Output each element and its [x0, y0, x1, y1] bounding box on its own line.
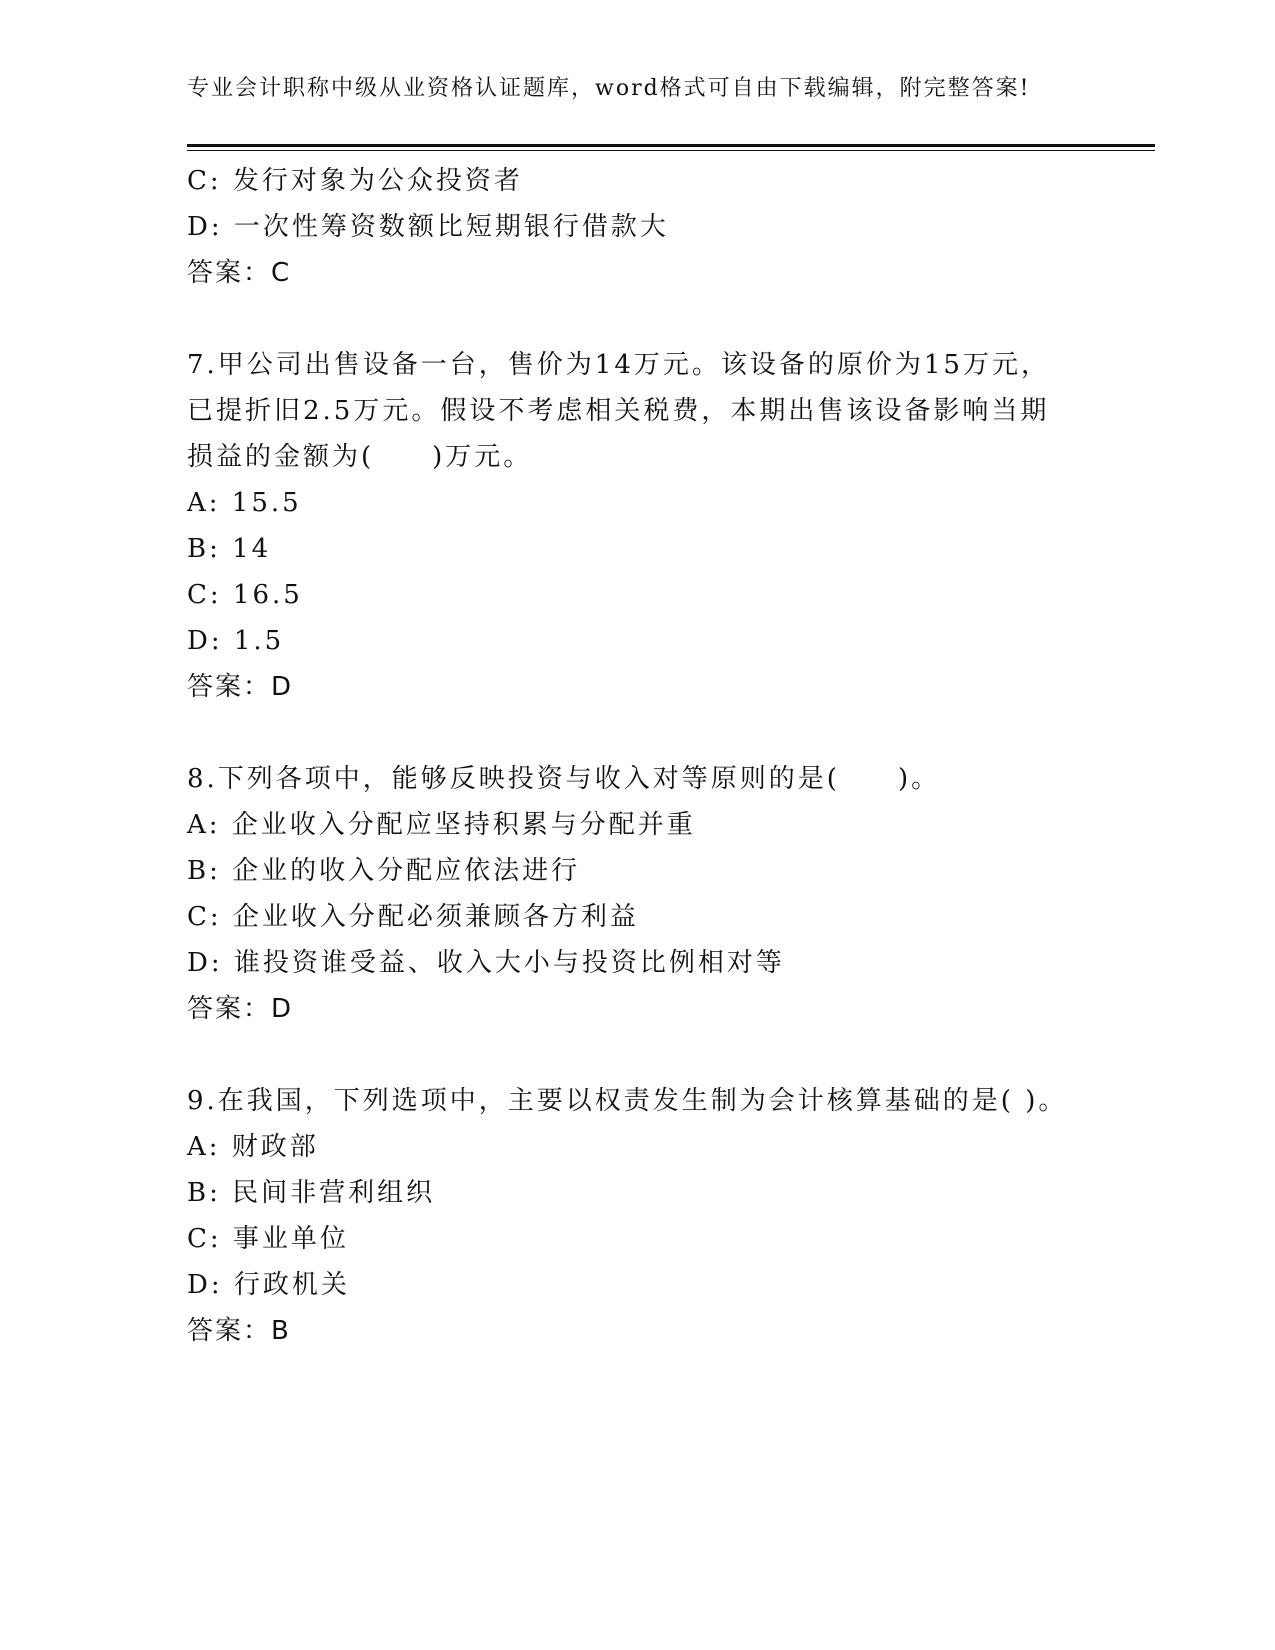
question-text-line: 已提折旧2.5万元。假设不考虑相关税费，本期出售该设备影响当期 — [187, 396, 1050, 426]
question-9 — [187, 1078, 1087, 1354]
option-b: B: 14 — [187, 534, 272, 564]
spacer — [187, 296, 1087, 342]
answer-line: 答案：C — [187, 258, 292, 288]
option-d: D: 行政机关 — [187, 1270, 350, 1300]
option-c: C: 16.5 — [187, 580, 303, 610]
option-b: B: 企业的收入分配应依法进行 — [187, 856, 581, 886]
header-rule-thick — [187, 144, 1155, 147]
option-a: A: 15.5 — [187, 488, 302, 518]
option-a: A: 财政部 — [187, 1132, 319, 1162]
option-c: C: 发行对象为公众投资者 — [187, 166, 523, 196]
option-d: D: 谁投资谁受益、收入大小与投资比例相对等 — [187, 948, 785, 978]
option-d: D: 1.5 — [187, 626, 285, 656]
answer-line: 答案：D — [187, 672, 294, 702]
question-8 — [187, 756, 1087, 1032]
option-c: C: 企业收入分配必须兼顾各方利益 — [187, 902, 639, 932]
page-header: 专业会计职称中级从业资格认证题库，word格式可自由下载编辑，附完整答案! — [187, 76, 1031, 101]
answer-line: 答案：D — [187, 994, 294, 1024]
header-rule-thin — [187, 150, 1155, 151]
option-b: B: 民间非营利组织 — [187, 1178, 436, 1208]
question-text-line: 9.在我国，下列选项中，主要以权责发生制为会计核算基础的是( )。 — [187, 1086, 1068, 1116]
option-a: A: 企业收入分配应坚持积累与分配并重 — [187, 810, 696, 840]
spacer — [187, 1032, 1087, 1078]
option-c: C: 事业单位 — [187, 1224, 349, 1254]
question-list — [187, 158, 1087, 1354]
answer-line: 答案：B — [187, 1316, 291, 1346]
option-d: D: 一次性筹资数额比短期银行借款大 — [187, 212, 669, 242]
question-text-line: 损益的金额为( )万元。 — [187, 442, 533, 472]
question-text-line: 8.下列各项中，能够反映投资与收入对等原则的是( )。 — [187, 764, 941, 794]
question-7 — [187, 342, 1087, 710]
question-text-line: 7.甲公司出售设备一台，售价为14万元。该设备的原价为15万元， — [187, 350, 1050, 380]
prev-question — [187, 158, 1087, 296]
spacer — [187, 710, 1087, 756]
